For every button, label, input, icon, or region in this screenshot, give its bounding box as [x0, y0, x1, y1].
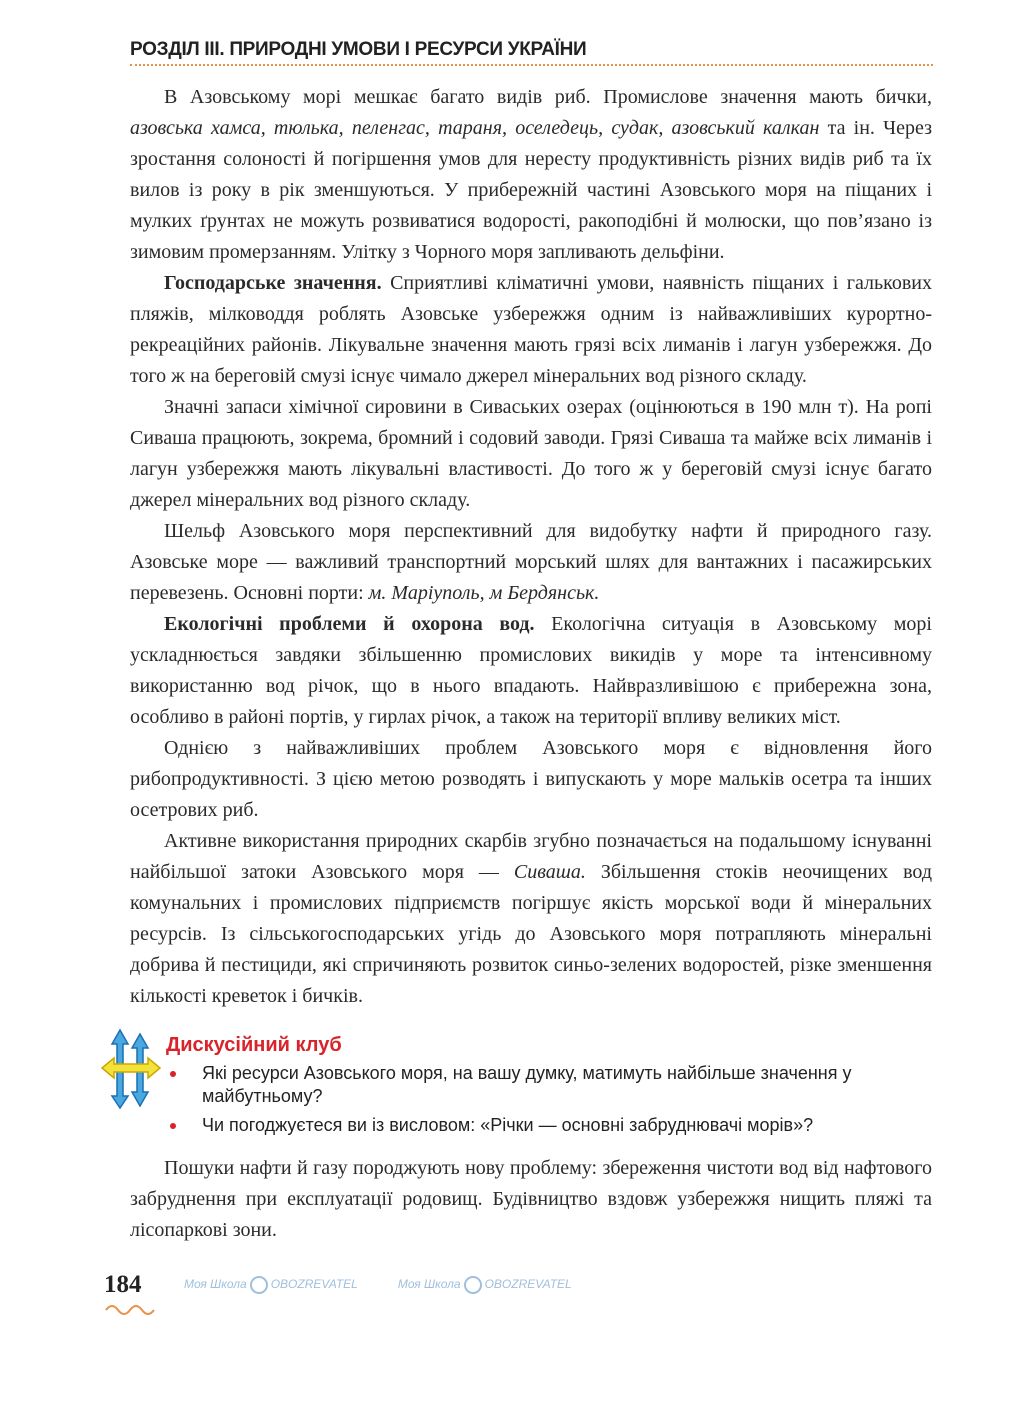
- question-text: Чи погоджуєтеся ви із висловом: «Річки — основні забруднювачі морів»?: [202, 1115, 814, 1135]
- question-item: [166, 1114, 932, 1137]
- text: Активне використання природних скарбів згубно позначається на подальшому існуванні найбільшої затоки Азовського моря —: [130, 830, 932, 883]
- watermark-brand: Моя Школа: [397, 1277, 461, 1292]
- text: Сприятливі кліматичні умови, наявність піщаних і галькових пляжів, мілководдя роблять Азовське узбережжя одним із найважливіших курортно-рекреаційних районів. Лікувальне значення мають грязі всіх лиманів і лагун узбережжя. До того ж на береговій смузі існує чимало джерел мінеральних вод різного складу.: [130, 272, 932, 387]
- paragraph: [130, 516, 932, 609]
- ornament-icon: [104, 1300, 164, 1320]
- subheading: Господарське значення.: [164, 272, 382, 294]
- paragraph: Пошуки нафти й газу породжують нову проблему: збереження чистоти вод від нафтового забруднення при експлуатації родовищ. Будівництво вздовж узбережжя нищить пляжі та лісопаркові зони.: [130, 1157, 932, 1241]
- watermark-partner: OBOZREVATEL: [270, 1277, 358, 1292]
- fish-species: азовська хамса, тюлька, пеленгас, тараня, оселедець, судак, азовський калкан: [130, 117, 820, 139]
- watermark-logo-icon: [250, 1276, 268, 1294]
- text: Екологічна ситуація в Азовському морі ускладнюється завдяки збільшенню промислових викидів у море та інтенсивному використанню вод річок, що в нього впадають. Найвразливішою є прибережна зона, особливо в районі портів, у гирлах річок, а також на території впливу великих міст.: [130, 613, 932, 728]
- watermark: [184, 1276, 358, 1294]
- text: Шельф Азовського моря перспективний для видобутку нафти й природного газу. Азовське море — важливий транспортний морський шлях для вантажних і пасажирських перевезень. Основні порти:: [130, 520, 932, 604]
- text: Збільшення стоків неочищених вод комунальних і промислових підприємств погіршує якість морської води й мінеральних ресурсів. Із сільськогосподарських угідь до Азовського моря потрапляють мінеральні добрива й пестициди, які спричиняють розвиток синьо-зелених водоростей, різке зменшення кількості креветок і бичків.: [130, 861, 932, 1007]
- paragraph: Значні запаси хімічної сировини в Сиваських озерах (оцінюються в 190 млн т). На ропі Сиваша працюють, зокрема, бромний і содовий заводи. Грязі Сиваша та майже всіх лиманів і лагун узбережжя мають лікувальні властивості. До того ж у береговій смузі існує багато джерел мінеральних вод різного складу.: [130, 396, 932, 511]
- page-footer: [104, 1270, 932, 1325]
- sivash: Сиваша.: [513, 861, 586, 883]
- page-number-wrap: [104, 1270, 164, 1325]
- paragraph: [130, 82, 932, 268]
- watermark-partner: OBOZREVATEL: [484, 1277, 572, 1292]
- question-text: Які ресурси Азовського моря, на вашу думку, матимуть найбільше значення у майбутньому?: [202, 1063, 852, 1106]
- paragraph: [130, 609, 932, 733]
- bullet-icon: [170, 1123, 176, 1129]
- section-header: РОЗДІЛ ІІІ. ПРИРОДНІ УМОВИ І РЕСУРСИ УКРАЇНИ: [130, 39, 587, 60]
- question-list: [166, 1062, 932, 1137]
- text: В Азовському морі мешкає багато видів риб. Промислове значення мають бички,: [164, 86, 932, 108]
- main-text: [130, 82, 932, 1012]
- discussion-title: Дискусійний клуб: [166, 1034, 342, 1056]
- bullet-icon: [170, 1071, 176, 1077]
- subheading: Екологічні проблеми й охорона вод.: [164, 613, 535, 635]
- question-item: [166, 1062, 932, 1108]
- ports: м. Маріуполь, м Бердянськ.: [368, 582, 600, 604]
- paragraph: Однією з найважливіших проблем Азовського моря є відновлення його рибопродуктивності. З цією метою розводять і випускають у море мальків осетра та інших осетрових риб.: [130, 737, 932, 821]
- paragraph: [130, 268, 932, 392]
- discussion-arrows-icon: [100, 1026, 162, 1110]
- header-divider: [130, 64, 933, 66]
- watermark-logo-icon: [464, 1276, 482, 1294]
- discussion-club: [100, 1026, 932, 1143]
- watermark-row: [164, 1270, 572, 1294]
- discussion-icon-wrap: [100, 1026, 162, 1143]
- watermark: [398, 1276, 572, 1294]
- page: [104, 0, 932, 1325]
- watermark-brand: Моя Школа: [184, 1277, 247, 1292]
- text: та ін. Через зростання солоності й погіршення умов для нересту продуктивність різних видів риб та їх вилов із року в рік зменшуються. У прибережній частині Азовського моря на піщаних і мулких ґрунтах не можуть розвиватися водорості, ракоподібні й молюски, що пов’язано із зимовим промерзанням. Улітку з Чорного моря запливають дельфіни.: [130, 117, 932, 263]
- closing-text: [130, 1153, 932, 1246]
- page-number: 184: [104, 1271, 142, 1298]
- discussion-body: [162, 1026, 932, 1143]
- paragraph: [130, 826, 932, 1012]
